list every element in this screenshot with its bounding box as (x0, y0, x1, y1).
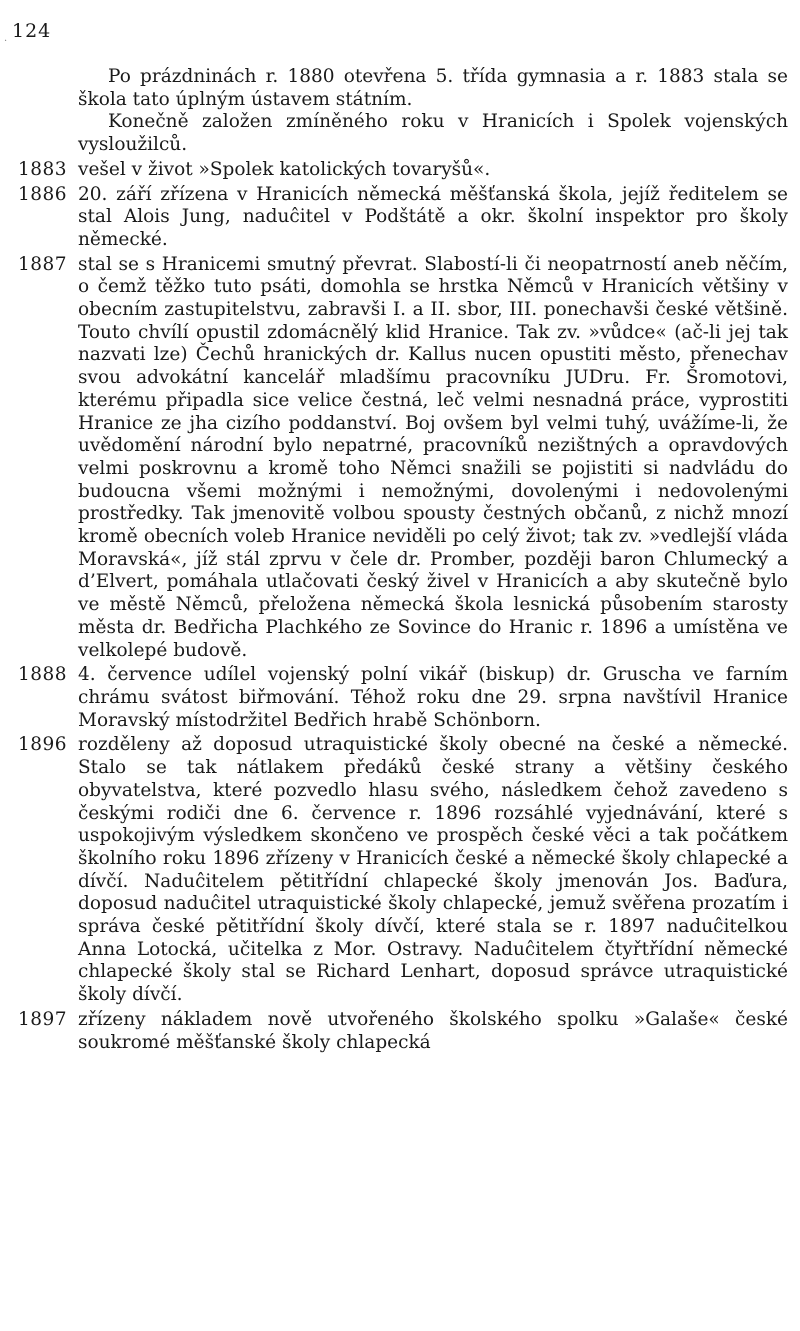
paragraph: Konečně založen zmíněného roku v Hranicích i Spolek vojenských vysloužilců. (78, 111, 788, 156)
entry-text: 20. září zřízena v Hranicích německá měšťanská škola, jejíž ředitelem se stal Alois Jung, naduĉitel v Podštátě a okr. školní inspektor pro školy německé. (78, 183, 788, 250)
entry-1887 (0, 254, 800, 663)
entry-1897 (0, 1009, 800, 1054)
entry-text: stal se s Hranicemi smutný převrat. Slabostí-li či neopatrností aneb něčím, o čemž těžko tuto psáti, domohla se hrstka Němců v Hranicích většiny v obecním zastupitelstvu, zabravši I. a II. sbor, III. ponechavši české většině. Touto chvílí opustil zdomácnělý klid Hranice. Tak zv. »vůdce« (ač-li jej tak nazvati lze) Čechů hranických dr. Kallus nucen opustiti město, přenechav svou advokátní kancelář mladšímu pracovníku JUDru. Fr. Šromotovi, kterému připadla sice velice čestná, leč velmi nesnadná práce, vyprostiti Hranice ze jha cizího poddanství. Boj ovšem byl velmi tuhý, uvážíme-li, že uvědomění národní bylo nepatrné, pracovníků nezištných a opravdových velmi poskrovnu a kromě toho Němci snažili se pojistiti si nadvládu do budoucna všemi možnými i nemožnými, dovolenými i nedovolenými prostředky. Tak jmenovitě volbou spousty čestných občanů, z nichž mnozí kromě obecních voleb Hranice neviděli po celý život; tak zv. »vedlejší vláda Moravská«, jíž stál zprvu v čele dr. Promber, později baron Chlumecký a d’Elvert, pomáhala utlačovati český živel v Hranicích a aby skutečně bylo ve městě Němců, přeložena německá škola lesnická působením starosty města dr. Bedřicha Plachkého ze Sovince do Hranic r. 1896 a umístěna ve velkolepé budově. (78, 253, 788, 661)
entry-year: 1897 (18, 1008, 68, 1030)
entry-1883 (0, 159, 800, 182)
entry-year: 1883 (18, 158, 68, 180)
page-number: 124 (12, 20, 52, 42)
entry-year: 1886 (18, 183, 68, 205)
entry-year: 1887 (18, 253, 68, 275)
entry-year: 1888 (18, 664, 68, 686)
entry-text: rozděleny až doposud utraquistické školy obecné na české a německé. Stalo se tak nátlakem předáků české strany a většiny českého obyvatelstva, které pozvedlo hlasu svého, následkem čehož zavedeno s českými rodiči dne 6. července r. 1896 rozsáhlé vyjednávání, které s uspokojivým výsledkem skončeno ve prospěch české věci a tak počátkem školního roku 1896 zřízeny v Hranicích české a německé školy chlapecké a dívčí. Naduĉitelem pětitřídní chlapecké školy jmenován Jos. Baďura, doposud naduĉitel utraquistické školy chlapecké, jemuž svěřena prozatím i správa české pětitřídní školy dívčí, které stala se r. 1897 naduĉitelkou Anna Lotocká, učitelka z Mor. Ostravy. Naduĉitelem čtyřtřídní německé chlapecké školy stal se Richard Lenhart, doposud správce utraquistické školy dívčí. (78, 734, 788, 1006)
entry-text: zřízeny nákladem nově utvořeného školského spolku »Galaše« české soukromé měšťanské školy chlapecká (78, 1008, 788, 1053)
entry-1896 (0, 734, 800, 1006)
margin-mark: · (4, 36, 8, 47)
entry-text: 4. července udílel vojenský polní vikář (biskup) dr. Gruscha ve farním chrámu svátost biřmování. Téhož roku dne 29. srpna navštívil Hranice Moravský místodržitel Bedřich hrabě Schönborn. (78, 664, 788, 731)
document-body (0, 66, 800, 1056)
paragraph: Po prázdninách r. 1880 otevřena 5. třída gymnasia a r. 1883 stala se škola tato úplným ústavem státním. (78, 66, 788, 110)
entry-1888 (0, 664, 800, 732)
entry-text: vešel v život »Spolek katolických tovaryšů«. (78, 158, 491, 180)
entry-1886 (0, 184, 800, 252)
entry-year: 1896 (18, 734, 68, 756)
entry-intro (0, 66, 800, 157)
